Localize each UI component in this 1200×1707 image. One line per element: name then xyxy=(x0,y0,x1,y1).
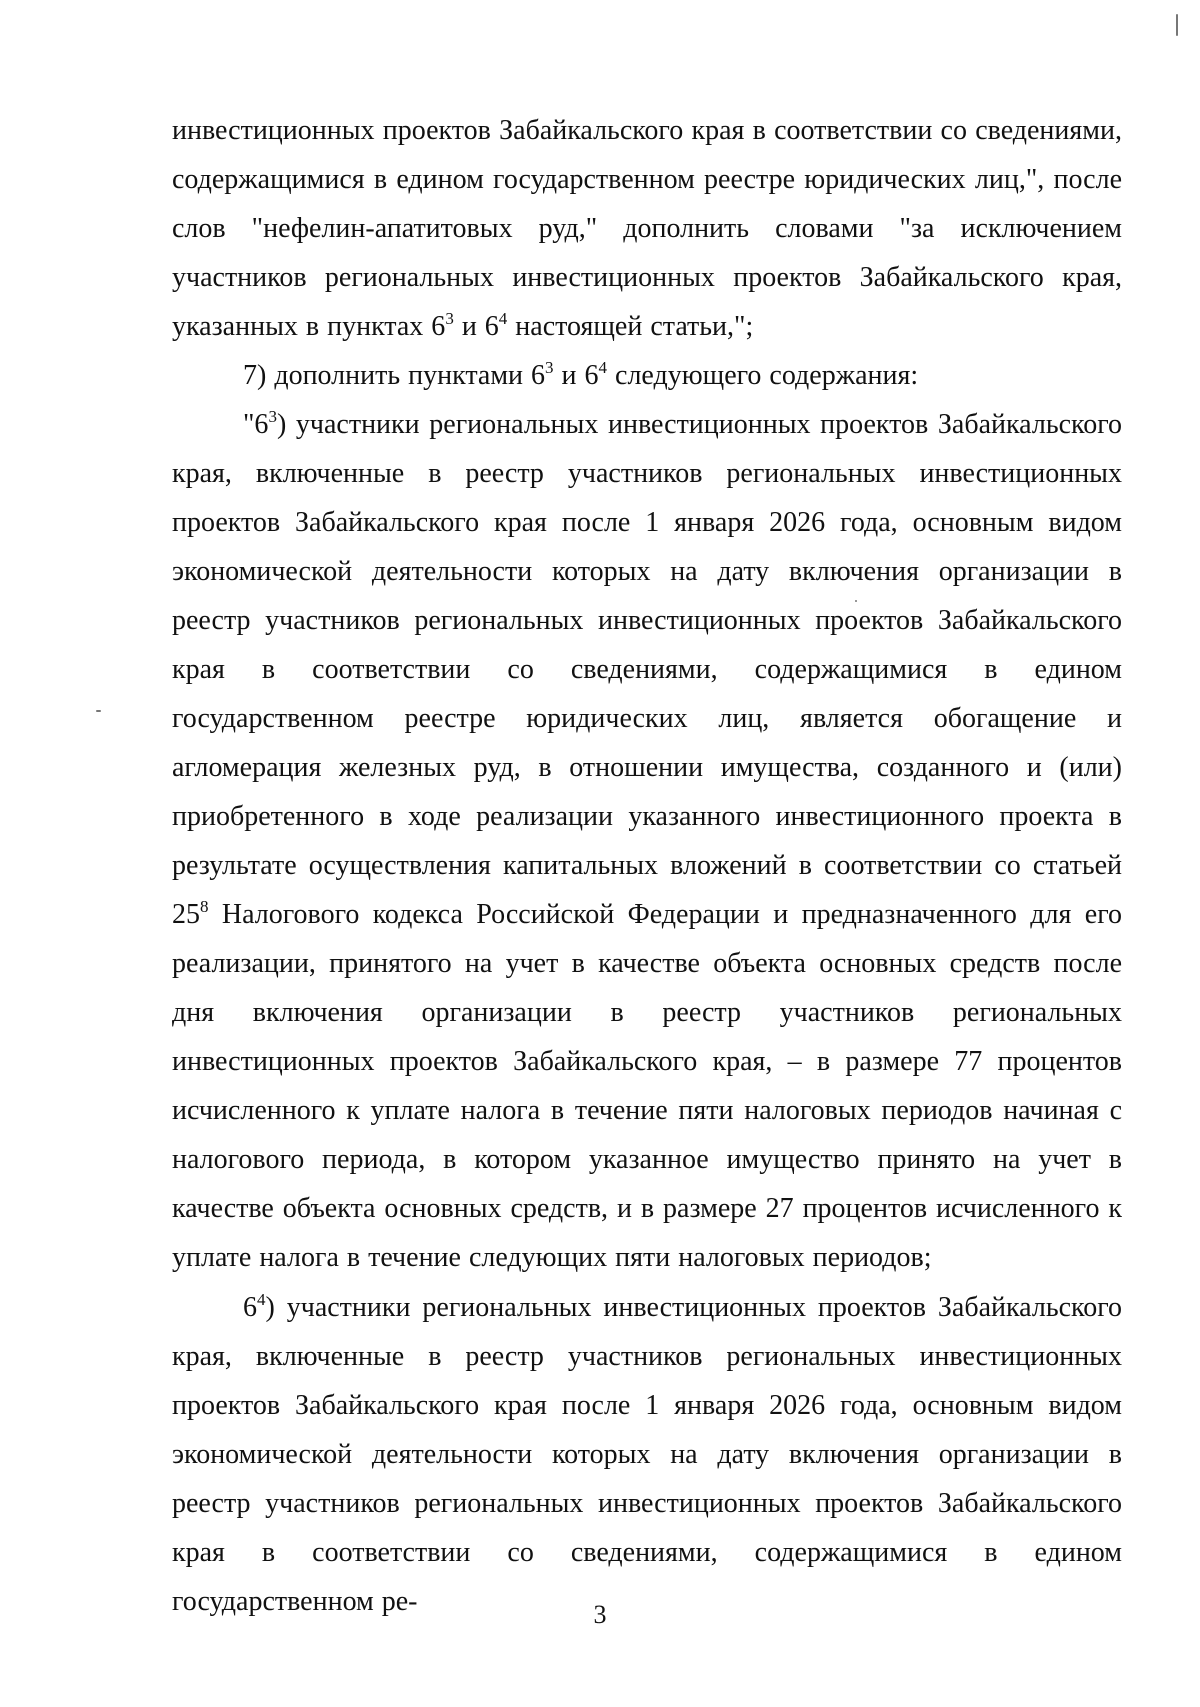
superscript: 4 xyxy=(498,309,508,328)
paragraph-text: ) участники региональных инвестиционных проектов Забайкальского края, включенные в реестр участников региональных инвестиционных проектов Забайкальского края после 1 января 2026 года, основным видом экономической деятельности которых на дату включения организации в реестр участников региональных инвестиционных проектов Забайкальского края в соответствии со сведениями, содержащимися в едином государственном реестре юридических лиц, является обогащение и агломерация железных руд, в отношении имущества, созданного и (или) приобретенного в ходе реализации указанного инвестиционного проекта в результате осуществления капитальных вложений в соответствии со статьей 25 xyxy=(172,409,1122,930)
scan-speck xyxy=(855,600,857,602)
paragraph-text: 7) дополнить пунктами 6 xyxy=(243,360,546,391)
paragraph-item-7 xyxy=(172,351,1122,400)
superscript: 4 xyxy=(598,358,608,377)
paragraph-continuation xyxy=(172,106,1122,351)
superscript: 4 xyxy=(257,1290,266,1309)
paragraph-text: инвестиционных проектов Забайкальского края в соответствии со сведениями, содержащимися в едином государственном реестре юридических лиц,", после слов "нефелин-апатитовых руд," дополнить словами "за исключением участников региональных инвестиционных проектов Забайкальского края, указанных в пунктах 6 xyxy=(172,115,1122,342)
paragraph-text: настоящей статьи,"; xyxy=(507,311,754,342)
paragraph-text: "6 xyxy=(243,409,269,440)
paragraph-point-6-4 xyxy=(172,1283,1122,1626)
paragraph-text: 6 xyxy=(243,1292,257,1323)
scan-speck xyxy=(1176,14,1178,36)
paragraph-point-6-3 xyxy=(172,400,1122,1282)
superscript: 3 xyxy=(268,407,277,426)
paragraph-text: следующего содержания: xyxy=(607,360,919,391)
page-number: 3 xyxy=(593,1600,607,1629)
superscript: 3 xyxy=(445,309,454,328)
paragraph-text: Налогового кодекса Российской Федерации и предназначенного для его реализации, принятого на учет в качестве объекта основных средств после дня включения организации в реестр участников региональных инвестиционных проектов Забайкальского края, – в размере 77 процентов исчисленного к уплате налога в течение пяти налоговых периодов начиная с налогового периода, в котором указанное имущество принято на учет в качестве объекта основных средств, и в размере 27 процентов исчисленного к уплате налога в течение следующих пяти налоговых периодов; xyxy=(172,899,1122,1273)
paragraph-text: ) участники региональных инвестиционных проектов Забайкальского края, включенные в реестр участников региональных инвестиционных проектов Забайкальского края после 1 января 2026 года, основным видом экономической деятельности которых на дату включения организации в реестр участников региональных инвестиционных проектов Забайкальского края в соответствии со сведениями, содержащимися в едином государственном ре- xyxy=(172,1292,1122,1617)
superscript: 8 xyxy=(200,897,209,916)
superscript: 3 xyxy=(545,358,554,377)
paragraph-text: и 6 xyxy=(553,360,599,391)
paragraph-text: и 6 xyxy=(453,311,499,342)
document-body xyxy=(172,106,1122,1626)
scan-speck xyxy=(96,710,101,712)
